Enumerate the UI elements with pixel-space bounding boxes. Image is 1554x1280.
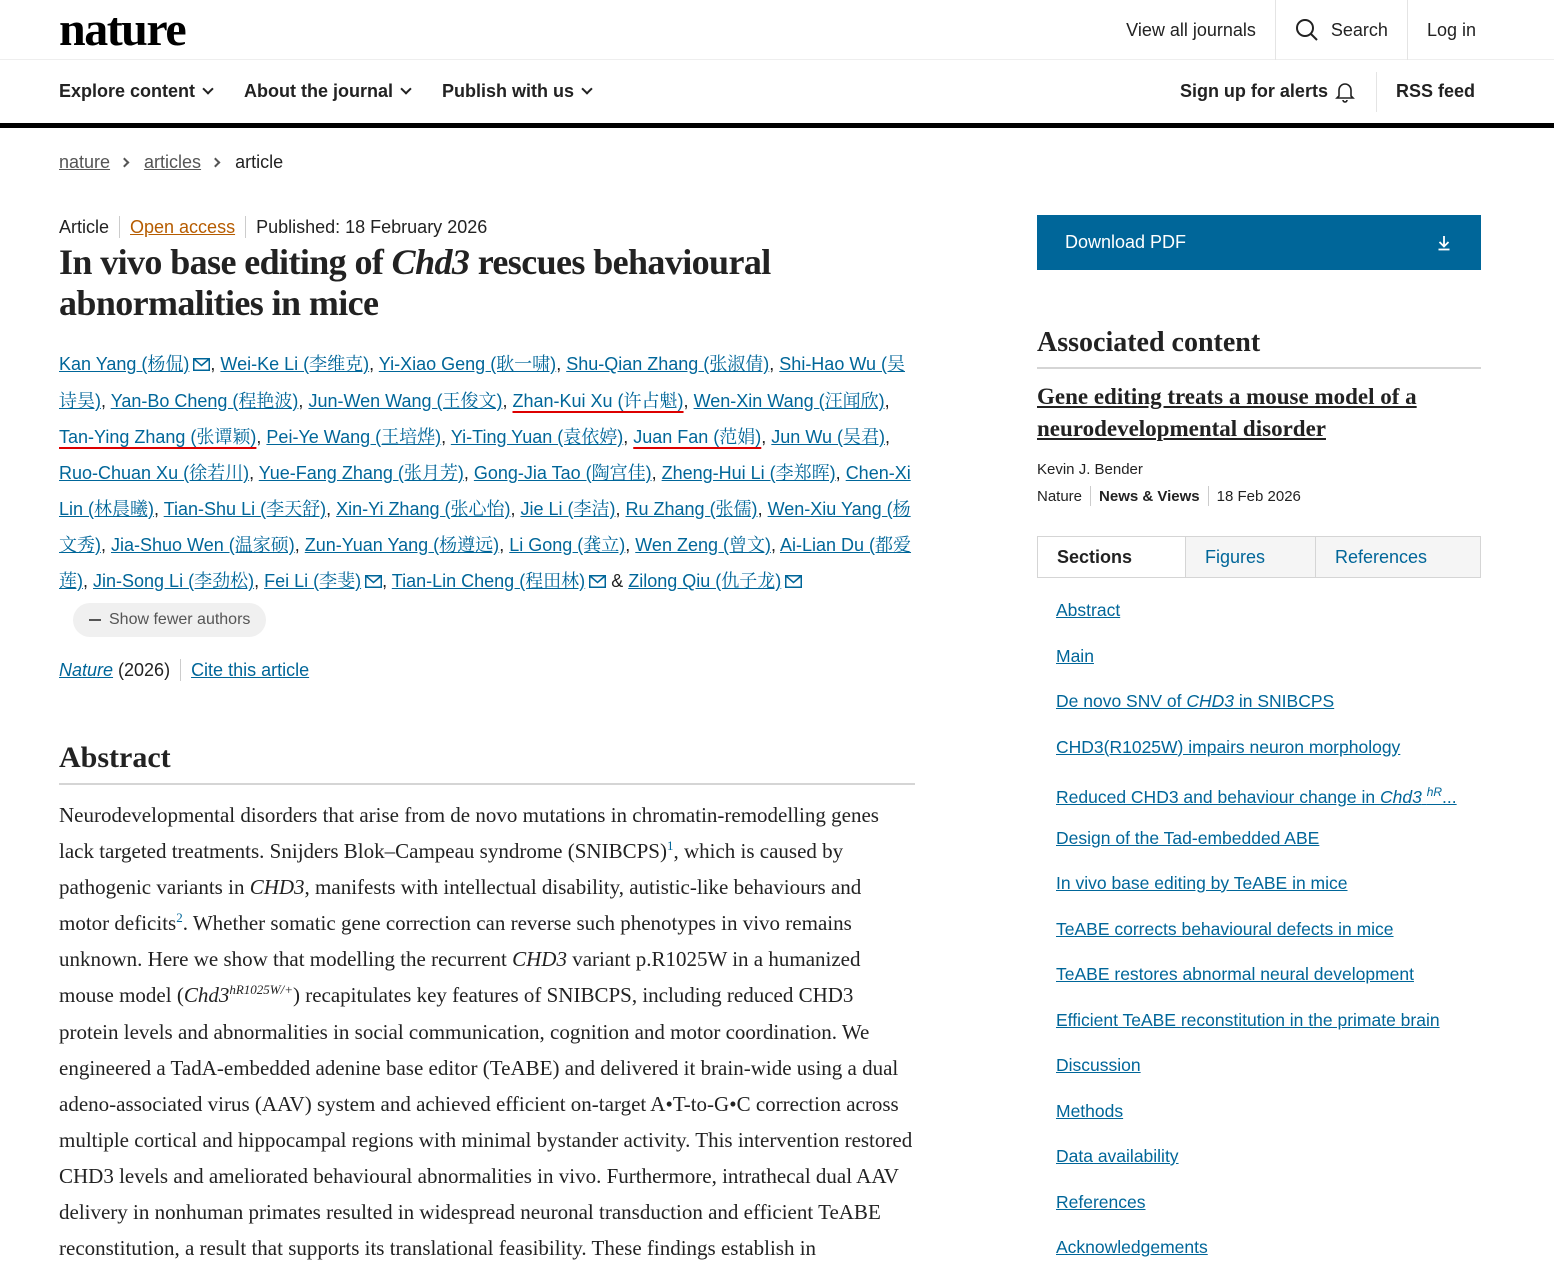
- author-link[interactable]: Wen Zeng (曾文): [635, 535, 771, 555]
- alerts-label: Sign up for alerts: [1179, 81, 1328, 101]
- author-link[interactable]: Li Gong (龚立): [509, 535, 626, 555]
- author-link[interactable]: Wen-Xin Wang (汪闻欣): [693, 391, 885, 411]
- author-link[interactable]: Xin-Yi Zhang (张心怡): [336, 499, 511, 519]
- author-link[interactable]: Zheng-Hui Li (李郑晖): [661, 463, 836, 483]
- reference-link[interactable]: 1: [666, 838, 674, 854]
- top-header: [0, 0, 1554, 60]
- minus-icon: [89, 619, 101, 621]
- author-link[interactable]: Kan Yang (杨侃): [59, 354, 190, 374]
- abstract-heading: Abstract: [59, 741, 915, 785]
- author-link[interactable]: Yan-Bo Cheng (程艳波): [110, 391, 299, 411]
- chevron-right-icon: [120, 158, 130, 168]
- chevron-down-icon: [202, 83, 213, 94]
- author-link[interactable]: Juan Fan (范娟): [633, 427, 762, 447]
- search-label: Search: [1330, 19, 1388, 40]
- author-link[interactable]: Tan-Ying Zhang (张谭颖): [59, 427, 257, 447]
- section-link-references[interactable]: References: [1056, 1191, 1146, 1212]
- section-link-reduced-chd3[interactable]: Reduced CHD3 and behaviour change in Chd3 $^{hR}$...: [1056, 785, 1457, 807]
- chevron-down-icon: [400, 83, 411, 94]
- search-button[interactable]: [1275, 0, 1407, 60]
- section-link-data-availability[interactable]: Data availability: [1056, 1146, 1179, 1166]
- breadcrumb-nature[interactable]: nature: [59, 152, 111, 172]
- author-link[interactable]: Shi-Hao Wu (吴诗昊): [59, 354, 905, 411]
- published-date: Published: 18 February 2026: [256, 216, 488, 237]
- sections-list: [1037, 588, 1481, 1271]
- author-link[interactable]: Fei Li (李斐): [264, 571, 362, 591]
- author-link[interactable]: Zilong Qiu (仇子龙): [628, 571, 782, 591]
- cite-divider: [180, 659, 181, 681]
- main-nav: [0, 60, 1554, 123]
- section-link-primate-brain[interactable]: Efficient TeABE reconstitution in the primate brain: [1056, 1009, 1440, 1030]
- bell-icon: [1334, 81, 1356, 103]
- associated-author: Kevin J. Bender: [1037, 461, 1143, 478]
- section-link-neuron-morphology[interactable]: CHD3(R1025W) impairs neuron morphology: [1056, 736, 1401, 757]
- author-link[interactable]: Pei-Ye Wang (王培烨): [266, 427, 442, 447]
- section-link-in-vivo-editing[interactable]: In vivo base editing by TeABE in mice: [1056, 873, 1348, 893]
- login-link[interactable]: Log in: [1407, 0, 1495, 60]
- show-fewer-authors-button[interactable]: [73, 603, 266, 637]
- author-link[interactable]: Zun-Yuan Yang (杨遵远): [304, 535, 500, 555]
- author-link[interactable]: Jie Li (李洁): [520, 499, 616, 519]
- tab-figures[interactable]: Figures: [1185, 537, 1315, 577]
- email-icon[interactable]: [365, 564, 382, 600]
- abstract-part: . Whether somatic gene correction can reverse such phenotypes in vivo remains unknown. Here we show that modelling the recurrent: [59, 911, 852, 972]
- associated-journal: Nature: [1037, 487, 1083, 505]
- abstract-part: Neurodevelopmental disorders that arise from de novo mutations in chromatin-remodelling genes lack targeted treatments. Snijders Blok–Campeau syndrome (SNIBCPS): [59, 803, 879, 864]
- section-link-de-novo-snv[interactable]: De novo SNV of CHD3 in SNIBCPS: [1056, 691, 1335, 711]
- abstract-text: [59, 797, 915, 1266]
- gene-name: CHD3: [249, 875, 305, 900]
- open-access-link[interactable]: Open access: [130, 216, 236, 237]
- view-all-journals-link[interactable]: View all journals: [1126, 19, 1256, 40]
- download-label: Download PDF: [1065, 232, 1187, 252]
- meta-divider: [1090, 486, 1091, 506]
- citation-line: [59, 659, 919, 681]
- publish-label: Publish with us: [442, 81, 575, 101]
- section-link-neural-development[interactable]: TeABE restores abnormal neural development: [1056, 964, 1414, 984]
- cite-article-link[interactable]: Cite this article: [191, 659, 310, 680]
- author-link[interactable]: Jun-Wen Wang (王俊文): [308, 391, 503, 411]
- top-links: [1107, 0, 1495, 60]
- about-journal-menu[interactable]: [244, 81, 410, 102]
- author-link[interactable]: Ruo-Chuan Xu (徐若川): [59, 463, 250, 483]
- article-meta: [59, 214, 919, 240]
- author-link[interactable]: Wen-Xiu Yang (杨文秀): [59, 499, 911, 555]
- author-link[interactable]: Jin-Song Li (李劲松): [93, 571, 255, 591]
- journal-link[interactable]: Nature: [59, 659, 114, 680]
- tab-sections[interactable]: Sections: [1038, 537, 1185, 577]
- section-link-main[interactable]: Main: [1056, 645, 1094, 666]
- about-label: About the journal: [244, 81, 394, 101]
- abstract-part: , which is caused by pathogenic variants in: [59, 839, 844, 900]
- author-link[interactable]: Tian-Lin Cheng (程田林): [391, 571, 586, 591]
- download-icon: [1437, 235, 1451, 251]
- tab-references[interactable]: References: [1315, 537, 1480, 577]
- article-title: [59, 242, 919, 324]
- section-link-design-abe[interactable]: Design of the Tad-embedded ABE: [1056, 827, 1320, 848]
- author-link[interactable]: Yue-Fang Zhang (张月芳): [258, 463, 464, 483]
- section-link-abstract[interactable]: Abstract: [1056, 600, 1121, 620]
- breadcrumb-articles[interactable]: articles: [144, 152, 202, 172]
- author-link[interactable]: Yi-Xiao Geng (耿一啸): [378, 354, 557, 374]
- author-link[interactable]: Jia-Shuo Wen (温家硕): [111, 535, 295, 555]
- associated-type: News & Views: [1099, 487, 1200, 505]
- model-name: Chd3: [183, 983, 230, 1008]
- meta-divider: [1208, 486, 1209, 506]
- associated-content-heading: Associated content: [1037, 327, 1481, 369]
- author-link[interactable]: Jun Wu (吴君): [771, 427, 885, 447]
- author-link[interactable]: Wei-Ke Li (李维克): [220, 354, 370, 374]
- sidebar-tabs: [1037, 536, 1481, 578]
- nature-logo[interactable]: nature: [59, 3, 186, 56]
- reference-link[interactable]: 2: [176, 910, 183, 926]
- publish-with-us-menu[interactable]: [442, 81, 591, 102]
- download-pdf-button[interactable]: [1037, 215, 1481, 270]
- associated-date: 18 Feb 2026: [1216, 487, 1301, 505]
- abstract-part: , manifests with intellectual disability, autistic-like behaviours and motor deficits: [59, 875, 862, 936]
- nav-divider: [1376, 72, 1377, 112]
- model-genotype: hR1025W/+: [229, 982, 293, 998]
- abstract-part: ) recapitulates key features of SNIBCPS, including reduced CHD3 protein levels and abnormalities in social communication, cognition and motor coordination. We engineered a TadA-embedded adenine base editor (TeABE) and delivered it brain-wide using a dual adeno-associated virus (AAV) system and achieved efficient on-target A•T-to-G•C correction across multiple cortical and hippocampal regions with minimal bystander activity. This intervention restored CHD3 levels and ameliorated behavioural abnormalities in vivo. Furthermore, intrathecal dual AAV delivery in nonhuman primates resulted in widespread neuronal transduction and efficient TeABE reconstitution, a result that supports its translational feasibility. These findings establish in: [59, 983, 913, 1261]
- explore-label: Explore content: [59, 81, 196, 101]
- author-link[interactable]: Tian-Shu Li (李天舒): [163, 499, 327, 519]
- section-link-methods[interactable]: Methods: [1056, 1100, 1124, 1121]
- search-icon: [1295, 18, 1319, 42]
- author-link[interactable]: Chen-Xi Lin (林晨曦): [59, 463, 911, 519]
- sign-up-alerts-link[interactable]: [1180, 81, 1356, 103]
- chevron-down-icon: [581, 83, 592, 94]
- rss-feed-link[interactable]: RSS feed: [1395, 81, 1475, 101]
- section-link-behavioural-defects[interactable]: TeABE corrects behavioural defects in mice: [1056, 918, 1394, 939]
- author-link[interactable]: Yi-Ting Yuan (袁依婷): [450, 427, 624, 447]
- year: (2026): [118, 659, 171, 680]
- header-rule: [0, 123, 1554, 128]
- show-fewer-label: Show fewer authors: [109, 611, 251, 628]
- associated-article-link[interactable]: Gene editing treats a mouse model of a neurodevelopmental disorder: [1037, 384, 1417, 441]
- abstract-part: variant p.R1025W in a humanized mouse model (: [59, 947, 861, 1008]
- article-main: [59, 214, 919, 1266]
- chevron-right-icon: [211, 158, 221, 168]
- author-link[interactable]: Ai-Lian Du (都爱莲): [59, 535, 912, 591]
- email-icon[interactable]: [785, 564, 802, 600]
- section-link-acknowledgements[interactable]: Acknowledgements: [1056, 1237, 1208, 1257]
- breadcrumb: [59, 152, 283, 173]
- gene-name: CHD3: [512, 947, 567, 972]
- title-part: rescues behavioural abnormalities in mice: [59, 242, 771, 323]
- title-gene: Chd3: [391, 242, 470, 282]
- breadcrumb-current: article: [235, 152, 284, 172]
- title-part: In vivo base editing of: [59, 242, 392, 282]
- section-link-discussion[interactable]: Discussion: [1056, 1055, 1141, 1075]
- author-link[interactable]: Ru Zhang (张儒): [625, 499, 758, 519]
- associated-meta: [1037, 486, 1481, 506]
- email-icon[interactable]: [589, 564, 606, 600]
- article-type: Article: [59, 216, 110, 237]
- meta-divider: [245, 216, 246, 238]
- author-link[interactable]: Gong-Jia Tao (陶宫佳): [473, 463, 652, 483]
- explore-content-menu[interactable]: [59, 81, 212, 102]
- email-icon[interactable]: [193, 347, 210, 383]
- author-link[interactable]: Shu-Qian Zhang (张淑倩): [566, 354, 770, 374]
- meta-divider: [119, 216, 120, 238]
- author-list: Kan Yang (杨侃) , Wei-Ke Li (李维克), Yi-Xiao Geng (耿一啸), Shu-Qian Zhang (张淑倩), Shi-Hao Wu (吴诗昊), Yan-Bo Cheng (程艳波), Jun-Wen Wang (王俊文), Zhan-Kui Xu (许占魁), Wen-Xin Wang (汪闻欣), Tan-Ying Zhang (张谭颖), Pei-Ye Wang (王培烨), Yi-Ting Yuan (袁依婷), Juan Fan (范娟), Jun Wu (吴君), Ruo-Chuan Xu (徐若川), Yue-Fang Zhang (张月芳), Gong-Jia Tao (陶宫佳), Zheng-Hui Li (李郑晖), Chen-Xi Lin (林晨曦), Tian-Shu Li (李天舒), Xin-Yi Zhang (张心怡), Jie Li (李洁), Ru Zhang (张儒), Wen-Xiu Yang (杨文秀), Jia-Shuo Wen (温家硕), Zun-Yuan Yang (杨遵远), Li Gong (龚立), Wen Zeng (曾文), Ai-Lian Du (都爱莲), Jin-Song Li (李劲松), Fei Li (李斐) , Tian-Lin Cheng (程田林) & Zilong Qiu (仇子龙)Show fewer authors: [59, 346, 919, 637]
- sidebar: [1037, 215, 1481, 1271]
- author-link[interactable]: Zhan-Kui Xu (许占魁): [512, 391, 684, 411]
